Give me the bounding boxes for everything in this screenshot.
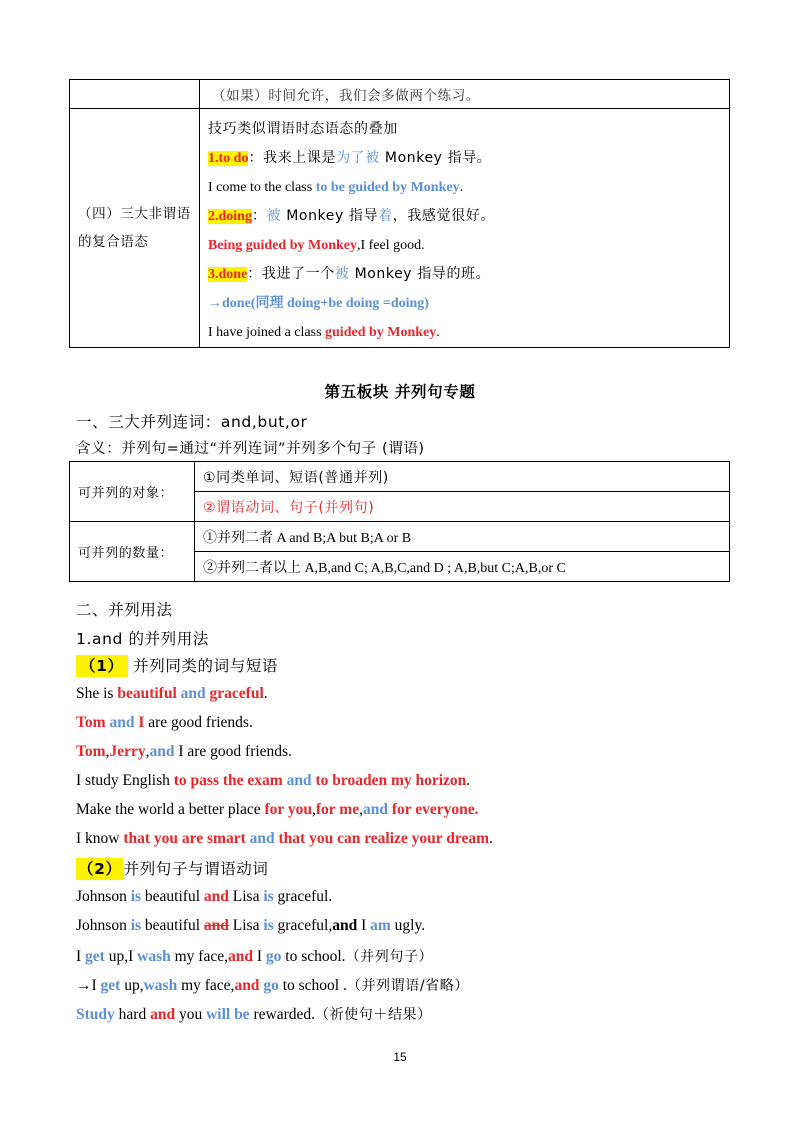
text: I (252, 948, 266, 965)
highlight-text: Jerry (109, 743, 146, 760)
conjunction: and (149, 743, 175, 760)
text: ：我来上课是 (248, 150, 337, 166)
example-sentence (76, 917, 425, 935)
highlight-text: for you (264, 801, 313, 818)
highlight-text: for everyone. (387, 801, 479, 818)
highlight-text: Tom (76, 714, 106, 731)
highlight-text: 被 (334, 266, 350, 282)
text: Johnson (76, 917, 131, 934)
conjunction: and (105, 714, 139, 731)
text: I come to the class (208, 180, 316, 195)
table-cell: ②并列二者以上 A,B,and C; A,B,C,and D ; A,B,but C;A,B,or C (195, 552, 730, 582)
text: ，我感觉很好。 (392, 208, 495, 224)
example-sentence (76, 888, 332, 906)
item-number: 3.done (208, 267, 248, 282)
highlight-text: Tom (76, 743, 106, 760)
text: , (145, 743, 150, 760)
highlight-text: beautiful (117, 685, 177, 702)
verb: Study (76, 1006, 115, 1023)
highlight-text: that you can realize your dream (278, 830, 490, 847)
verb: am (370, 917, 391, 934)
table-nonfinite-voice (69, 79, 730, 348)
highlight-text: Being guided by Monkey (208, 238, 357, 253)
table-cell: ①并列二者 A and B;A but B;A or B (195, 522, 730, 552)
text: Monkey 指导 (281, 208, 379, 224)
highlight-text: to be guided by Monkey (315, 180, 460, 195)
text: . (459, 180, 464, 195)
example-sentence (76, 946, 433, 966)
heading-2: 二、并列用法 (76, 601, 173, 619)
text: I (357, 917, 371, 934)
example-sentence (76, 743, 292, 761)
label-line: 的复合语态 (78, 234, 149, 250)
example-sentence (76, 772, 470, 790)
heading-1: 一、三大并列连词：and,but,or (76, 413, 308, 431)
text: . (466, 772, 471, 789)
text: I are good friends. (174, 743, 292, 760)
text: . (263, 685, 268, 702)
text: are good friends. (144, 714, 253, 731)
text: ： (251, 208, 267, 224)
table-row (70, 522, 730, 552)
text: Lisa (228, 888, 264, 905)
text: graceful, (273, 917, 333, 934)
verb: go (265, 948, 282, 965)
text: I know (76, 830, 124, 847)
example-sentence (76, 801, 478, 819)
highlight-text: 被 (266, 208, 282, 224)
table-cell: ②谓语动词、句子(并列句) (195, 492, 730, 522)
conjunction: and (150, 1006, 176, 1023)
conjunction: and (203, 888, 229, 905)
text: beautiful (141, 888, 204, 905)
example-sentence (76, 1004, 432, 1024)
table-row (70, 462, 730, 492)
text: ：我进了一个 (247, 266, 335, 282)
highlight-text: I (138, 714, 145, 731)
conjunction: and (234, 977, 260, 994)
text: ugly. (390, 917, 426, 934)
subheading-text: 并列同类的词与短语 (127, 657, 279, 675)
example-sentence (76, 830, 493, 848)
example-line (208, 173, 729, 202)
text: →I (76, 977, 101, 994)
table-cell-empty (70, 80, 200, 109)
example-line (208, 260, 729, 289)
highlight-text: graceful (209, 685, 264, 702)
text: Lisa (228, 917, 264, 934)
text: . (489, 830, 493, 847)
table-cell-label: 可并列的对象： (70, 462, 195, 522)
heading-3: 1.and 的并列用法 (76, 630, 209, 648)
text: up, (120, 977, 144, 994)
conjunction: and (332, 917, 358, 934)
verb: is (263, 888, 274, 905)
table-row (70, 80, 730, 109)
text: my face, (177, 977, 235, 994)
table-cell: ①同类单词、短语(普通并列) (195, 462, 730, 492)
meaning-text: 含义：并列句=通过“并列连词”并列多个句子 (谓语) (76, 441, 425, 457)
annotation: （祈使句＋结果） (314, 1007, 432, 1023)
subheading-number: （1） (76, 655, 128, 677)
text: up,I (104, 948, 138, 965)
verb: get (100, 977, 121, 994)
text: I (76, 948, 86, 965)
example-line (208, 202, 729, 231)
example-line (208, 318, 729, 347)
verb: go (263, 977, 279, 994)
section-title: 第五板块 并列句专题 (324, 383, 476, 401)
text: rewarded. (249, 1006, 315, 1023)
table-cell-content (200, 109, 730, 348)
table-cell-label (70, 109, 200, 348)
annotation: （并列句子） (345, 949, 434, 965)
table-parallel-objects (69, 461, 730, 582)
text: ,I feel good. (356, 238, 425, 253)
conjunction: and (176, 685, 210, 702)
text: my face, (170, 948, 228, 965)
example-sentence (76, 714, 253, 732)
text: beautiful (141, 917, 204, 934)
text: Monkey 指导。 (379, 150, 492, 166)
example-line (208, 144, 729, 173)
text: to school . (278, 977, 347, 994)
highlight-text: that you are smart (123, 830, 246, 847)
text: you (175, 1006, 207, 1023)
example-sentence (76, 685, 268, 703)
item-number: 2.doing (208, 209, 252, 224)
example-line (208, 231, 729, 260)
tip-line: 技巧类似谓语时态语态的叠加 (208, 121, 398, 137)
subheading-text: 并列句子与谓语动词 (123, 860, 269, 878)
text: Make the world a better place (76, 801, 265, 818)
example-line: →done(同理 doing+be doing =doing) (208, 296, 429, 311)
table-row (70, 109, 730, 348)
text: graceful. (273, 888, 333, 905)
highlight-text: to broaden my horizon (315, 772, 467, 789)
conjunction: and (227, 948, 253, 965)
table-cell (200, 80, 730, 109)
subheading-2 (76, 857, 269, 879)
subheading-1 (76, 654, 278, 676)
conjunction: and (245, 830, 279, 847)
text: , (312, 801, 316, 818)
label-line: （四）三大非谓语 (78, 206, 191, 222)
conjunction: and (282, 772, 316, 789)
verb: wash (137, 948, 171, 965)
text: Johnson (76, 888, 131, 905)
subheading-number: （2） (78, 860, 122, 878)
text: I study English (76, 772, 174, 789)
example-sentence (76, 975, 469, 995)
conjunction: and (362, 801, 388, 818)
verb: is (130, 917, 142, 934)
struck-conjunction: and (203, 917, 229, 934)
verb: wash (143, 977, 178, 994)
highlight-text: for me (315, 801, 360, 818)
verb: is (263, 917, 274, 934)
text: hard (114, 1006, 151, 1023)
text: . (436, 325, 440, 340)
page-number: 15 (393, 1050, 407, 1064)
item-number: 1.to do (208, 151, 249, 166)
text: to school. (281, 948, 346, 965)
highlight-text: 着 (378, 208, 393, 224)
annotation: （并列谓语/省略） (346, 978, 469, 994)
row1-text: （如果）时间允许，我们会多做两个练习。 (212, 88, 480, 104)
text: She is (76, 685, 118, 702)
table-cell-label: 可并列的数量： (70, 522, 195, 582)
highlight-text: to pass the exam (173, 772, 283, 789)
text: , (359, 801, 363, 818)
verb: is (130, 888, 142, 905)
text: , (105, 743, 110, 760)
highlight-text: 为了被 (336, 150, 380, 166)
text: I have joined a class (208, 325, 326, 340)
verb: will be (206, 1006, 250, 1023)
text: Monkey 指导的班。 (349, 266, 491, 282)
verb: get (85, 948, 105, 965)
highlight-text: guided by Monkey (325, 325, 437, 340)
